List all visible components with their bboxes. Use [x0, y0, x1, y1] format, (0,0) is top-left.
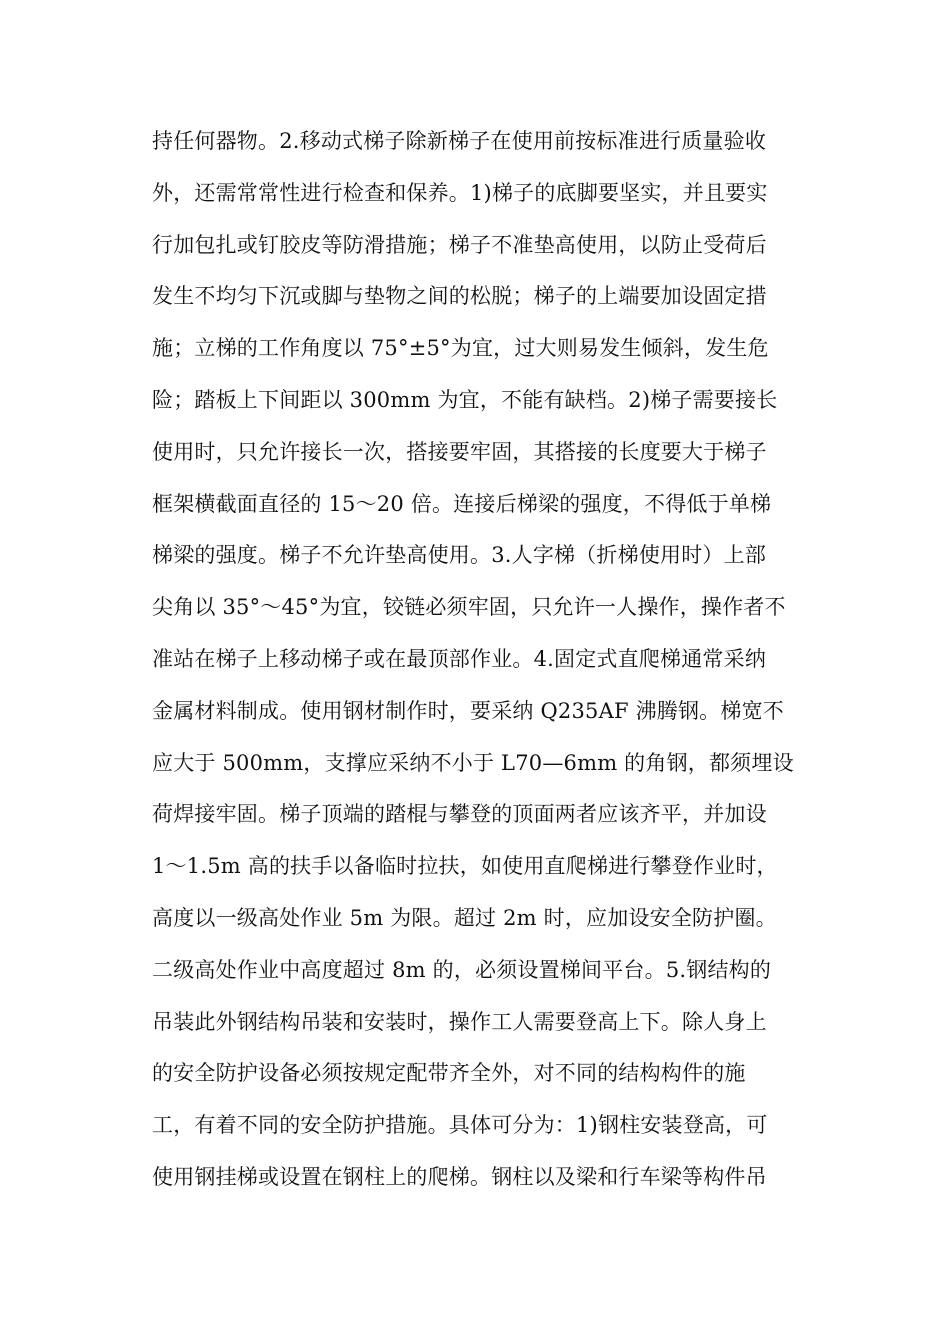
text-line: 二级高处作业中高度超过 8m 的，必须设置梯间平台。5.钢结构的 [152, 957, 772, 982]
text-line: 1～1.5m 高的扶手以备临时拉扶，如使用直爬梯进行攀登作业时， [152, 854, 778, 879]
text-line: 梯梁的强度。梯子不允许垫高使用。3.人字梯（折梯使用时）上部 [152, 543, 767, 568]
text-line: 准站在梯子上移动梯子或在最顶部作业。4.固定式直爬梯通常采纳 [152, 646, 767, 671]
text-line: 外，还需常常性进行检查和保养。1)梯子的底脚要坚实，并且要实 [152, 180, 768, 205]
text-line: 高度以一级高处作业 5m 为限。超过 2m 时，应加设安全防护圈。 [152, 905, 777, 930]
text-line: 框架横截面直径的 15～20 倍。连接后梯梁的强度，不得低于单梯 [152, 491, 772, 516]
text-line: 荷焊接牢固。梯子顶端的踏棍与攀登的顶面两者应该齐平，并加设 [152, 802, 767, 827]
text-line: 尖角以 35°～45°为宜，铰链必须牢固，只允许一人操作，操作者不 [152, 595, 786, 620]
text-line: 使用钢挂梯或设置在钢柱上的爬梯。钢柱以及梁和行车梁等构件吊 [152, 1164, 767, 1189]
text-line: 的安全防护设备必须按规定配带齐全外，对不同的结构构件的施 [152, 1061, 746, 1086]
text-line: 施；立梯的工作角度以 75°±5°为宜，过大则易发生倾斜，发生危 [152, 336, 769, 361]
text-line: 行加包扎或钉胶皮等防滑措施；梯子不准垫高使用，以防止受荷后 [152, 232, 767, 257]
text-line: 应大于 500mm，支撑应采纳不小于 L70—6mm 的角钢，都须埋设 [152, 750, 794, 775]
text-line: 吊装此外钢结构吊装和安装时，操作工人需要登高上下。除人身上 [152, 1009, 767, 1034]
text-line: 金属材料制成。使用钢材制作时，要采纳 Q235AF 沸腾钢。梯宽不 [152, 698, 784, 723]
text-line: 险；踏板上下间距以 300mm 为宜，不能有缺档。2)梯子需要接长 [152, 387, 778, 412]
text-line: 发生不均匀下沉或脚与垫物之间的松脱；梯子的上端要加设固定措 [152, 284, 767, 309]
body-text [152, 116, 802, 1204]
text-line: 持任何器物。2.移动式梯子除新梯子在使用前按标准进行质量验收 [152, 129, 767, 153]
text-line: 工，有着不同的安全防护措施。具体可分为：1)钢柱安装登高，可 [152, 1113, 768, 1138]
text-line: 使用时，只允许接长一次，搭接要牢固，其搭接的长度要大于梯子 [152, 439, 767, 464]
